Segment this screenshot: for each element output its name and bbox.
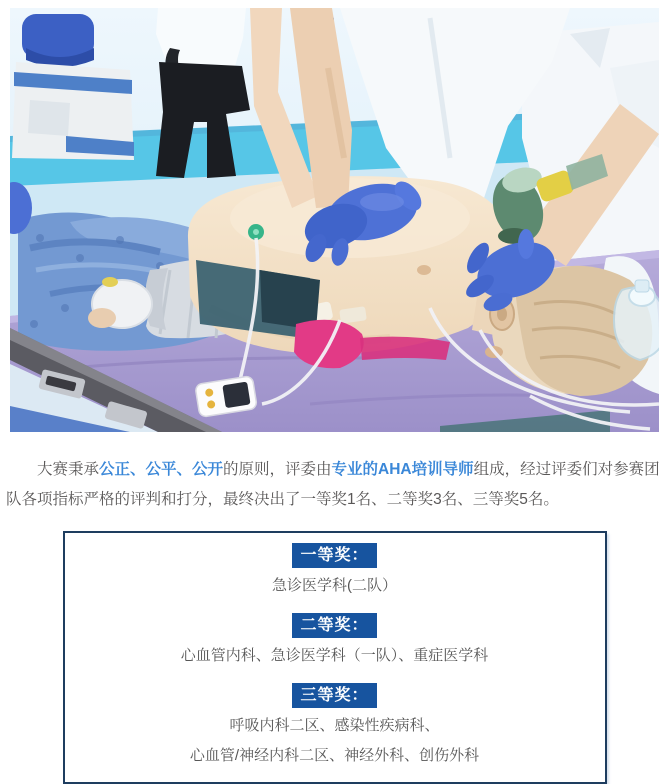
award-group — [65, 683, 605, 768]
cpr-photo-svg — [10, 8, 659, 432]
award-label: 一等奖： — [292, 543, 376, 568]
award-group — [65, 543, 605, 598]
clear-mask — [614, 280, 659, 360]
award-winners: 心血管/神经内科二区、神经外科、创伤外科 — [189, 747, 480, 764]
intro-paragraph — [6, 455, 663, 515]
award-group — [65, 613, 605, 668]
paragraph-text: 的原则，评委由 — [223, 461, 332, 478]
award-label: 二等奖： — [292, 613, 376, 638]
blue-chair — [22, 14, 94, 67]
award-winners: 呼吸内科二区、感染性疾病科、 — [229, 717, 440, 734]
award-winners: 急诊医学科(二队） — [272, 577, 397, 594]
highlighted-text: 专业的AHA培训导师 — [331, 461, 474, 478]
highlighted-text: 公正、公平、公开 — [99, 461, 224, 478]
award-winners: 心血管内科、急诊医学科（一队）、重症医学科 — [180, 647, 489, 664]
paragraph-text: 大赛秉承 — [37, 461, 100, 478]
award-label: 三等奖： — [292, 683, 376, 708]
bed-headboard — [12, 62, 134, 160]
award-box — [63, 531, 607, 784]
paragraph-text: 组成，经过评委们对参赛团队各项指标严格的评判和打分，最终决出了一等奖1名、二等奖3名、三等奖5名。 — [6, 461, 660, 508]
